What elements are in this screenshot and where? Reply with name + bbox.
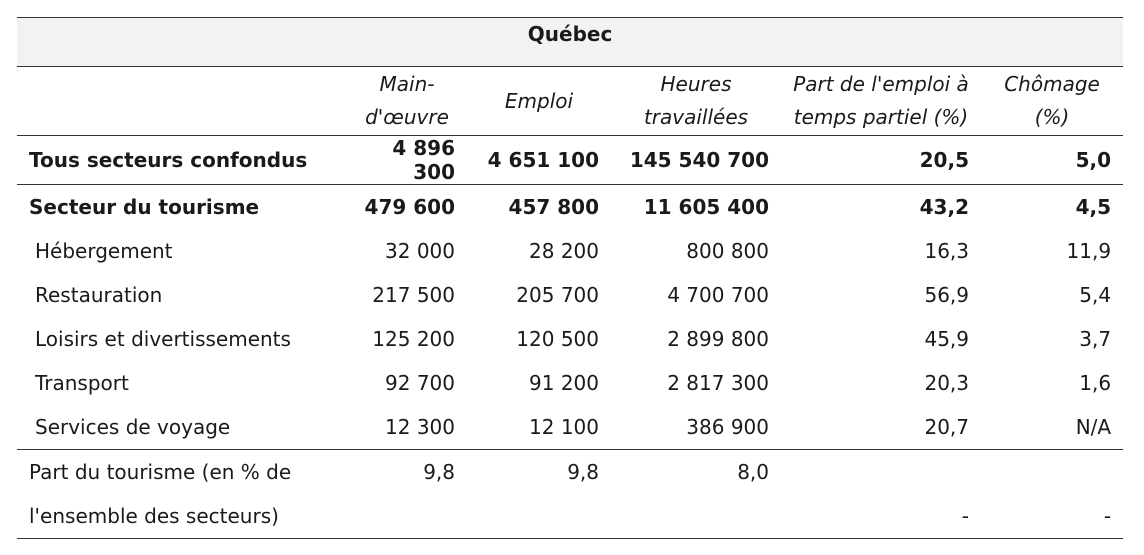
tourism-statistics-table [17, 17, 1123, 539]
cell-employment: 205 700 [516, 283, 599, 307]
cell-hours-worked: 800 800 [686, 239, 769, 263]
row-label: Restauration [35, 283, 163, 307]
header-parttime-line1: Part de l'emploi à [793, 72, 969, 96]
cell-employment: 4 651 100 [467, 136, 611, 185]
cell-employment: 457 800 [508, 195, 599, 219]
header-parttime-line2: temps partiel (%) [793, 105, 969, 129]
cell-labour-force: 479 600 [364, 195, 455, 219]
cell-hours-worked: 2 899 800 [667, 327, 769, 351]
share-labour-value: 9,8 [423, 460, 455, 484]
cell-labour-force: 32 000 [385, 239, 455, 263]
cell-part-time-share: 56,9 [924, 283, 969, 307]
header-employment [467, 67, 611, 136]
share-unemployment-value: - [1103, 504, 1112, 528]
row-label: Transport [35, 371, 129, 395]
cell-unemployment: 11,9 [1066, 239, 1112, 263]
column-header-row [17, 67, 1123, 136]
cell-labour-force: 217 500 [372, 283, 455, 307]
cell-employment [467, 450, 611, 539]
row-label: Tous secteurs confondus [17, 136, 347, 185]
cell-labour-force: 92 700 [385, 371, 455, 395]
header-labour-line2: d'œuvre [365, 105, 449, 129]
cell-hours-worked: 386 900 [611, 405, 781, 450]
cell-part-time-share: 20,7 [781, 405, 981, 450]
table-row-subsector [17, 229, 1123, 273]
cell-unemployment: 5,4 [1079, 283, 1112, 307]
header-labour-line1: Main- [379, 72, 435, 96]
header-part-time-share [781, 67, 981, 136]
share-label-line1: Part du tourisme (en % de [29, 460, 292, 484]
table-row-tourism-sector [17, 185, 1123, 230]
header-empty [17, 67, 347, 136]
table-row-subsector [17, 405, 1123, 450]
cell-labour-force [347, 450, 467, 539]
cell-unemployment: 1,6 [1079, 371, 1112, 395]
table-row-all-sectors [17, 136, 1123, 185]
header-hours-line2: travaillées [643, 105, 749, 129]
header-unemployment-line1: Chômage [1004, 72, 1100, 96]
row-label: Secteur du tourisme [29, 195, 260, 219]
cell-part-time-share [781, 450, 981, 539]
cell-hours-worked: 11 605 400 [643, 195, 769, 219]
cell-labour-force: 4 896 300 [347, 136, 467, 185]
table-row-subsector [17, 317, 1123, 361]
cell-unemployment: 4,5 [1075, 195, 1112, 219]
share-label-line2: l'ensemble des secteurs) [29, 504, 279, 528]
cell-unemployment: 5,0 [981, 136, 1123, 185]
row-label [17, 450, 347, 539]
cell-labour-force: 125 200 [372, 327, 455, 351]
header-labour-force [347, 67, 467, 136]
tourism-table-container [17, 17, 1123, 539]
table-row-tourism-share [17, 450, 1123, 539]
cell-unemployment: N/A [981, 405, 1123, 450]
table-title-row [17, 18, 1123, 67]
cell-unemployment [981, 450, 1123, 539]
header-hours-line1: Heures [660, 72, 732, 96]
cell-part-time-share: 20,5 [781, 136, 981, 185]
cell-part-time-share: 45,9 [924, 327, 969, 351]
row-label: Loisirs et divertissements [35, 327, 291, 351]
row-label: Hébergement [35, 239, 173, 263]
cell-hours-worked: 145 540 700 [611, 136, 781, 185]
table-title: Québec [17, 18, 1123, 67]
share-parttime-value: - [961, 504, 969, 528]
cell-hours-worked: 4 700 700 [667, 283, 769, 307]
cell-hours-worked [611, 450, 781, 539]
cell-employment: 28 200 [529, 239, 599, 263]
cell-labour-force: 12 300 [347, 405, 467, 450]
cell-part-time-share: 20,3 [924, 371, 969, 395]
cell-employment: 91 200 [529, 371, 599, 395]
header-hours-worked [611, 67, 781, 136]
header-unemployment [981, 67, 1123, 136]
header-unemployment-line2: (%) [1034, 105, 1070, 129]
cell-employment: 12 100 [467, 405, 611, 450]
cell-part-time-share: 16,3 [924, 239, 969, 263]
header-employment-line1: Emploi [504, 88, 574, 113]
share-hours-value: 8,0 [737, 460, 769, 484]
cell-hours-worked: 2 817 300 [667, 371, 769, 395]
cell-employment: 120 500 [516, 327, 599, 351]
table-row-subsector [17, 273, 1123, 317]
share-employment-value: 9,8 [567, 460, 599, 484]
table-row-subsector [17, 361, 1123, 405]
row-label: Services de voyage [17, 405, 347, 450]
cell-part-time-share: 43,2 [919, 195, 969, 219]
cell-unemployment: 3,7 [1079, 327, 1112, 351]
